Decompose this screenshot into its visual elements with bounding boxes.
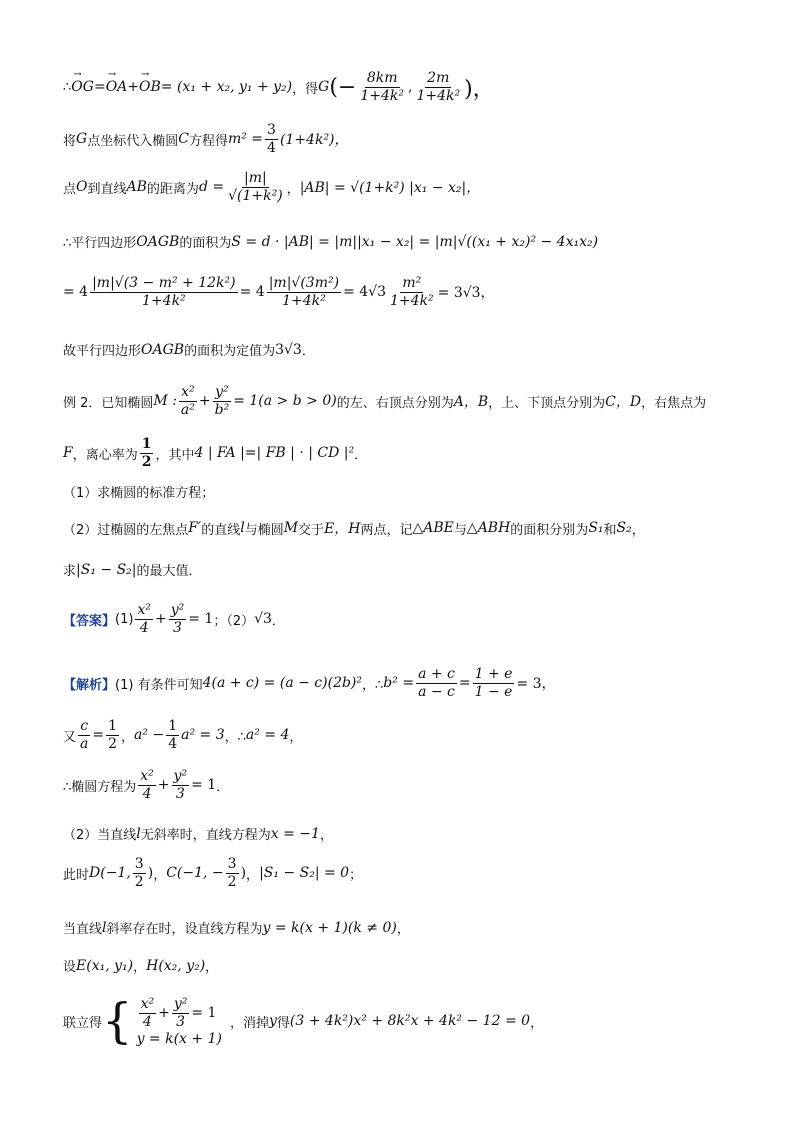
text: ， — [396, 922, 410, 937]
line-5 — [63, 275, 495, 310]
math: = 4 — [63, 284, 89, 301]
text: 设 — [63, 960, 77, 975]
math: M — [283, 520, 299, 536]
line-10 — [63, 518, 645, 538]
math: a² = 4 — [245, 727, 290, 744]
math: l — [136, 825, 141, 842]
text: ， — [121, 729, 135, 745]
text: 方程得 — [188, 133, 228, 149]
text: 点 — [63, 181, 77, 197]
paren-minus: (− — [329, 74, 357, 100]
line-ab: AB — [126, 179, 147, 196]
math: l — [240, 520, 245, 536]
fraction: $\frac{\text{x²}}{\text{a²}}$ — [180, 384, 195, 418]
text: (1) — [115, 611, 134, 627]
line-4 — [63, 232, 598, 251]
text: 的直线 — [201, 522, 241, 538]
fraction: $\frac{\text{|m|√(3 − m² + 12k²)}}{\text{1+4k²}}$ — [92, 275, 236, 309]
example-heading: 例 2．已知椭圆 — [63, 395, 154, 411]
text: ． — [271, 613, 285, 629]
fraction: $\frac{c}{a}$ — [80, 718, 89, 752]
fraction: $\frac{\text{|m|√(3m²)}}{\text{1+4k²}}$ — [268, 275, 340, 309]
math: S₁ — [588, 520, 604, 536]
math: △ABH — [466, 520, 511, 536]
question-1: （1）求椭圆的标准方程； — [63, 486, 215, 501]
fraction: $\frac{1 + e}{1 - e}$ — [474, 666, 513, 700]
text: (1) 有条件可知 — [115, 677, 203, 693]
left-brace: { — [102, 993, 133, 1050]
math: = 1(a > b > 0) — [233, 393, 337, 410]
fraction: $\frac{\text{y²}}{3}$ — [173, 996, 188, 1030]
line-11 — [63, 560, 202, 579]
text: 与椭圆 — [244, 522, 284, 538]
text: 到直线 — [87, 181, 127, 197]
analysis-tag: 【解析】 — [63, 677, 116, 693]
point-g: G — [76, 131, 88, 148]
math: |S₁ − S₂| = 0 — [259, 865, 350, 882]
math: = — [458, 675, 471, 692]
fraction: $\frac{1}{4}$ — [168, 718, 178, 752]
math: = 1 — [191, 1005, 217, 1022]
text: ，其中 — [155, 447, 195, 463]
line-2 — [63, 122, 349, 157]
text: ∴平行四边形 — [63, 236, 137, 251]
math: F — [63, 445, 73, 462]
text: ， — [319, 828, 333, 843]
math: S = d · |AB| = |m||x₁ − x₂| = |m|√((x₁ + x₂)² − 4x₁x₂) — [231, 233, 599, 250]
text: 点坐标代入椭圆 — [87, 133, 179, 149]
line-14 — [63, 718, 302, 753]
math: d = — [198, 179, 225, 196]
math: = 3√3， — [437, 285, 495, 302]
text: 两点，记 — [360, 522, 413, 538]
text: ， — [530, 1015, 544, 1031]
math: a² = 3 — [181, 727, 225, 744]
math: (1+4k²)， — [279, 132, 349, 149]
answer-tag: 【答案】 — [63, 613, 116, 629]
text: ，消掉 — [229, 1015, 269, 1031]
text: ，得 — [292, 81, 319, 97]
text: ，上、下顶点分别为 — [488, 395, 606, 411]
fraction: $\frac{\text{x²}}{4}$ — [137, 602, 151, 636]
plus: + — [157, 777, 170, 794]
point-o: O — [76, 179, 88, 196]
math: = 3， — [516, 676, 556, 693]
math: D(−1, — [89, 865, 131, 882]
text: ，右焦点为 — [641, 395, 707, 411]
text: 的面积为 — [179, 236, 232, 251]
fraction: $\frac{\text{x²}}{4}$ — [140, 996, 155, 1030]
math: A，B — [453, 394, 489, 411]
line-17 — [63, 856, 362, 891]
comma: , — [407, 79, 413, 96]
math: △ABE — [412, 520, 454, 536]
fraction: $\frac{\text{y²}}{\text{b²}}$ — [214, 384, 230, 418]
point-g: G — [318, 79, 330, 96]
therefore-symbol: ∴ — [63, 79, 72, 95]
text: 求 — [63, 564, 77, 579]
parallelogram: OAGB — [136, 233, 180, 250]
text: ， — [153, 867, 167, 883]
text: 的面积分别为 — [510, 522, 589, 538]
math: (3 + 4k²)x² + 8k²x + 4k² − 12 = 0 — [289, 1013, 531, 1030]
text: ， — [289, 729, 303, 745]
text: （2）当直线 — [63, 828, 137, 843]
math: 4(a + c) = (a − c)(2b)² — [202, 675, 363, 692]
text: ． — [354, 447, 368, 463]
text: （2）过椭圆的左焦点 — [63, 522, 189, 538]
fraction: $\frac{\text{m²}}{\text{1+4k²}}$ — [390, 275, 434, 309]
math: 3√3 — [275, 341, 302, 358]
text: ， — [286, 181, 300, 197]
math: l — [102, 919, 107, 936]
math: F′ — [188, 520, 202, 536]
line-16 — [63, 824, 333, 843]
text: 交于 — [298, 522, 325, 538]
text: 无斜率时，直线方程为 — [140, 828, 271, 843]
math: |S₁ − S₂| — [76, 561, 137, 578]
math: √3 — [254, 611, 272, 628]
line-19 — [63, 956, 218, 975]
paren-end: )， — [464, 76, 495, 102]
math: b² = — [383, 675, 415, 692]
equals: = — [93, 79, 106, 96]
math: y — [268, 1013, 277, 1030]
text: ． — [301, 344, 315, 359]
text: ； — [349, 867, 363, 883]
plus: + — [127, 79, 140, 96]
text: 与 — [453, 522, 467, 538]
math: 4 | FA |=| FB | · | CD |² — [194, 445, 355, 462]
math: C，D — [605, 394, 642, 411]
text: 的面积为定值为 — [184, 344, 276, 359]
text: 将 — [63, 133, 77, 149]
fraction: $\frac{\text{y²}}{3}$ — [170, 602, 185, 636]
text: 故平行四边形 — [63, 344, 142, 359]
line-13-analysis — [63, 666, 556, 701]
text: 当直线 — [63, 922, 103, 937]
system-eq-1 — [137, 996, 222, 1031]
text: ；（2） — [213, 613, 255, 629]
text: ，∴ — [224, 729, 246, 745]
line-7 — [63, 384, 706, 419]
math: = 1 — [188, 611, 214, 628]
equation-system — [137, 996, 222, 1047]
math: = 4 — [239, 284, 265, 301]
math: = 1 — [191, 777, 217, 794]
text: ， — [631, 522, 645, 538]
math: |AB| = √(1+k²) |x₁ − x₂|， — [299, 180, 481, 197]
line-3 — [63, 170, 480, 205]
fraction: $\frac{a + c}{a - c}$ — [418, 666, 455, 700]
math: E，H — [324, 521, 361, 537]
text: ∴椭圆方程为 — [63, 779, 137, 795]
line-12-answer — [63, 602, 285, 637]
fraction: $\frac{1}{2}$ — [141, 436, 152, 470]
ellipse-c: C — [178, 131, 189, 148]
math: = — [92, 727, 105, 744]
line-20 — [63, 993, 544, 1050]
math: M : — [153, 393, 177, 410]
fraction: $\frac{3}{2}$ — [227, 856, 237, 890]
text: ， — [205, 960, 219, 975]
text: ，∴ — [362, 677, 384, 693]
line-1 — [63, 70, 495, 105]
math: x = −1 — [270, 825, 320, 842]
line-8 — [63, 436, 367, 471]
math: m² = — [227, 131, 264, 148]
text: ． — [216, 779, 230, 795]
fraction: $\frac{2m}{\text{1+4k²}}$ — [416, 70, 461, 104]
text: ， — [246, 867, 260, 883]
line-6 — [63, 340, 315, 359]
text: 的左、右顶点分别为 — [336, 395, 454, 411]
plus: + — [198, 393, 211, 410]
line-18 — [63, 918, 410, 937]
vector-ob: → OB — [139, 79, 161, 95]
text: 得 — [276, 1015, 290, 1031]
text: 此时 — [63, 867, 90, 883]
vector-oa: → OA — [106, 79, 128, 95]
sum-coordinates: = (x₁ + x₂, y₁ + y₂) — [160, 79, 293, 96]
line-9 — [63, 482, 214, 501]
fraction: $\frac{|m|}{\text{√(1+k²)}}$ — [228, 170, 283, 204]
text: 又 — [63, 729, 77, 745]
vector-og: → OG — [71, 79, 94, 95]
text: 的距离为 — [146, 181, 199, 197]
math: ) — [240, 865, 247, 882]
math: E(x₁, y₁) — [76, 957, 134, 974]
text: 联立得 — [63, 1015, 103, 1031]
fraction: $\frac{1}{2}$ — [108, 718, 118, 752]
math: C(−1, − — [166, 865, 224, 882]
system-eq-2: y = k(x + 1) — [136, 1030, 222, 1047]
math: S₂ — [616, 520, 632, 536]
math: H(x₂, y₂) — [146, 957, 206, 974]
line-15 — [63, 768, 229, 803]
plus: + — [154, 611, 167, 628]
text: 和 — [603, 522, 617, 538]
fraction: $\frac{\text{y²}}{3}$ — [173, 768, 188, 802]
text: ， — [133, 960, 147, 975]
text: ，离心率为 — [72, 447, 138, 463]
fraction: $\frac{8km}{\text{1+4k²}}$ — [360, 70, 404, 104]
fraction: $\frac{\text{x²}}{4}$ — [140, 768, 154, 802]
fraction: $\frac{3}{4}$ — [267, 122, 276, 156]
plus: + — [158, 1005, 170, 1022]
text: 的最大值． — [136, 564, 202, 579]
math: y = k(x + 1)(k ≠ 0) — [262, 919, 397, 936]
math: ) — [147, 865, 154, 882]
math: a² − — [134, 727, 165, 744]
parallelogram: OAGB — [141, 341, 185, 358]
fraction: $\frac{3}{2}$ — [134, 856, 144, 890]
text: 斜率存在时，设直线方程为 — [106, 922, 263, 937]
math: = 4√3 — [343, 284, 386, 301]
